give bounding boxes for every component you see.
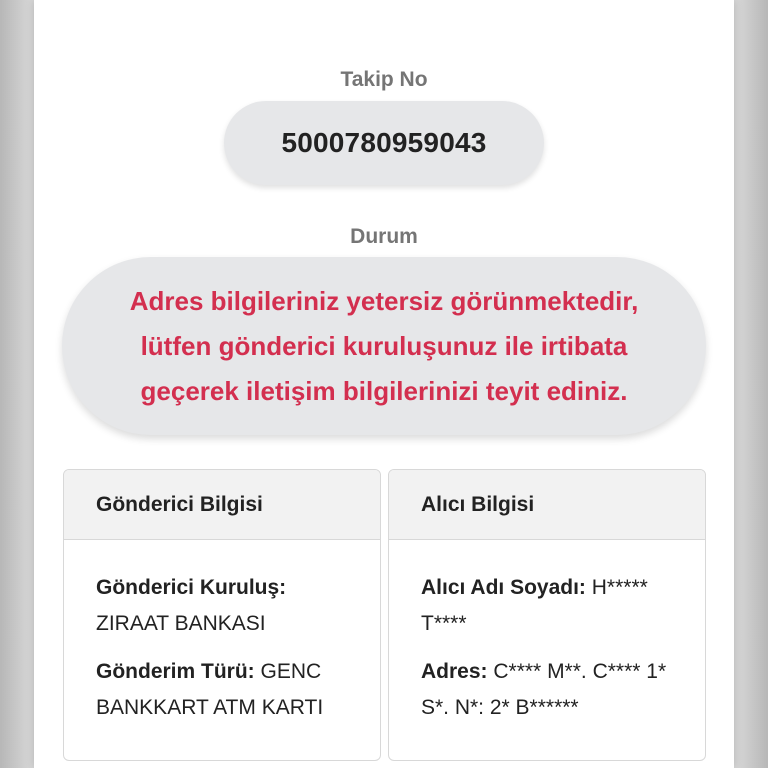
right-backdrop [734,0,768,768]
sender-info-title: Gönderici Bilgisi [64,470,380,540]
receiver-name [421,570,687,642]
sender-institution [96,570,362,642]
receiver-address-label: Adres: [421,660,488,683]
receiver-info-title: Alıcı Bilgisi [389,470,705,540]
receiver-address-value: C**** M**. C**** 1* S*. N*: 2* B****** [421,660,667,719]
status-message: Adres bilgileriniz yetersiz görünmektedir, lütfen gönderici kuruluşunuz ile irtibata geçerek iletişim bilgilerinizi teyit ediniz. [62,257,706,435]
sender-institution-value: ZIRAAT BANKASI [96,612,266,635]
tracking-number: 5000780959043 [224,101,544,185]
left-backdrop [0,0,34,768]
receiver-address [421,654,687,726]
receiver-info-panel [388,469,706,761]
receiver-name-value: H***** T**** [421,576,648,635]
shipment-type [96,654,362,726]
receiver-name-label: Alıcı Adı Soyadı: [421,576,586,599]
status-label: Durum [350,225,418,248]
tracking-number-label: Takip No [340,68,428,91]
sender-institution-label: Gönderici Kuruluş: [96,576,287,599]
shipment-type-value: GENC BANKKART ATM KARTI [96,660,324,719]
shipment-type-label: Gönderim Türü: [96,660,255,683]
tracking-result-card [34,0,734,768]
sender-info-panel [63,469,381,761]
